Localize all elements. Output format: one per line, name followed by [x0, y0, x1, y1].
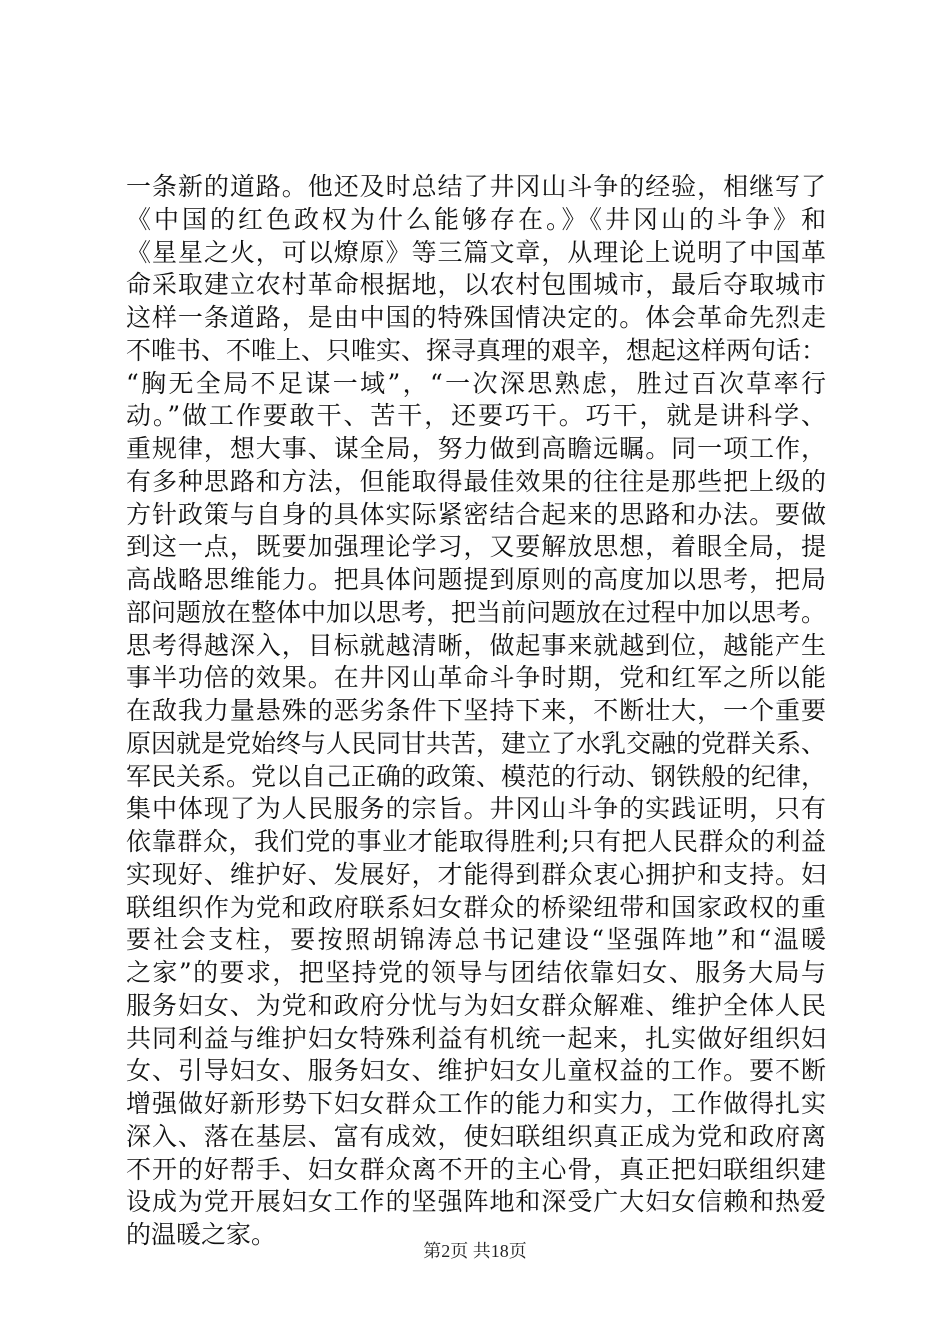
text-line: 在敌我力量悬殊的恶劣条件下坚持下来，不断壮大，一个重要 [126, 696, 826, 725]
text-line: 命采取建立农村革命根据地，以农村包围城市，最后夺取城市 [126, 270, 826, 300]
text-line: 有多种思路和方法，但能取得最佳效果的往往是那些把上级的 [126, 466, 826, 496]
text-line: 《星星之火，可以燎原》等三篇文章，从理论上说明了中国革 [126, 237, 826, 267]
text-line: 军民关系。党以自己正确的政策、模范的行动、钢铁般的纪律， [126, 761, 827, 791]
text-line: 不开的好帮手、妇女群众离不开的主心骨，真正把妇联组织建 [126, 1154, 826, 1184]
text-line: 的温暖之家。 [126, 1220, 277, 1249]
text-line: 《中国的红色政权为什么能够存在。》《井冈山的斗争》和 [126, 204, 826, 234]
text-line: 要社会支柱，要按照胡锦涛总书记建设“坚强阵地”和“温暖 [126, 925, 826, 955]
text-line: 原因就是党始终与人民同甘共苦，建立了水乳交融的党群关系、 [126, 728, 827, 758]
text-line: 实现好、维护好、发展好，才能得到群众衷心拥护和支持。妇 [126, 859, 826, 889]
text-line: 这样一条道路，是由中国的特殊国情决定的。体会革命先烈走 [126, 303, 826, 332]
text-line: 方针政策与自身的具体实际紧密结合起来的思路和办法。要做 [126, 499, 826, 529]
text-line: 服务妇女、为党和政府分忧与为妇女群众解难、维护全体人民 [126, 990, 826, 1020]
text-line: 部问题放在整体中加以思考，把当前问题放在过程中加以思考。 [126, 597, 827, 627]
text-line: 不唯书、不唯上、只唯实、探寻真理的艰辛，想起这样两句话： [126, 335, 827, 365]
text-line: 一条新的道路。他还及时总结了井冈山斗争的经验，相继写了 [126, 172, 826, 201]
text-line: “胸无全局不足谋一域”，“一次深思熟虑，胜过百次草率行 [126, 368, 826, 398]
text-line: 高战略思维能力。把具体问题提到原则的高度加以思考，把局 [126, 565, 826, 594]
text-line: 事半功倍的效果。在井冈山革命斗争时期，党和红军之所以能 [126, 663, 826, 693]
body-paragraph [126, 171, 826, 1252]
text-line: 到这一点，既要加强理论学习，又要解放思想，着眼全局，提 [126, 532, 826, 562]
text-line: 动。”做工作要敢干、苦干，还要巧干。巧干，就是讲科学、 [126, 401, 826, 431]
text-line: 思考得越深入，目标就越清晰，做起事来就越到位，越能产生 [126, 630, 826, 660]
text-line: 集中体现了为人民服务的宗旨。井冈山斗争的实践证明，只有 [126, 794, 826, 824]
text-line: 联组织作为党和政府联系妇女群众的桥梁纽带和国家政权的重 [126, 892, 826, 922]
text-line: 之家”的要求，把坚持党的领导与团结依靠妇女、服务大局与 [126, 958, 826, 987]
page-number: 第2页 共18页 [423, 1241, 527, 1261]
text-line: 设成为党开展妇女工作的坚强阵地和深受广大妇女信赖和热爱 [126, 1187, 826, 1217]
text-line: 共同利益与维护妇女特殊利益有机统一起来，扎实做好组织妇 [126, 1023, 826, 1053]
text-line: 深入、落在基层、富有成效，使妇联组织真正成为党和政府离 [126, 1121, 826, 1151]
text-line: 女、引导妇女、服务妇女、维护妇女儿童权益的工作。要不断 [126, 1056, 826, 1086]
text-line: 增强做好新形势下妇女群众工作的能力和实力，工作做得扎实 [126, 1089, 826, 1118]
text-line: 重规律，想大事、谋全局，努力做到高瞻远瞩。同一项工作， [126, 434, 826, 463]
text-line: 依靠群众，我们党的事业才能取得胜利;只有把人民群众的利益 [126, 827, 826, 856]
